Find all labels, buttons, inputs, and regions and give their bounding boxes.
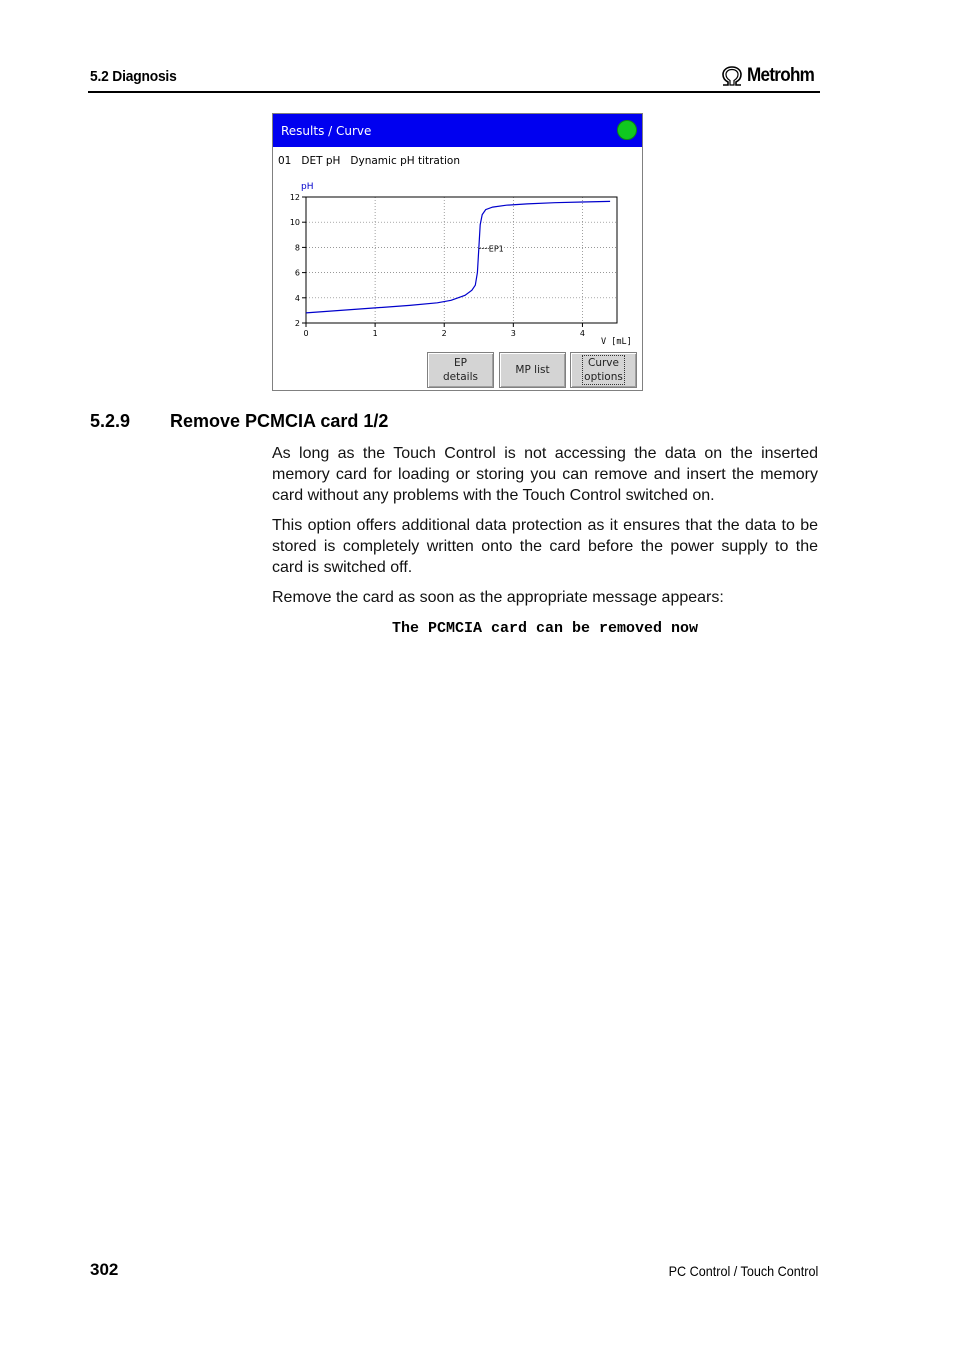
section-number: 5.2.9 [90,411,131,431]
x-tick-label: 1 [372,329,378,338]
x-tick-label: 4 [579,329,585,338]
ph-curve-series-line [306,201,610,313]
curve-options-label: Curve options [584,357,623,383]
x-tick-label: 3 [510,329,516,338]
curve-options-button[interactable] [570,352,637,388]
running-header-section: 5.2 Diagnosis [90,68,177,85]
x-axis-label: V [mL] [601,337,632,347]
paragraph-1: As long as the Touch Control is not accessing the data on the inserted memory card for loading or storing you can remove and insert the memory card without any problems with the Touch Control switched on. [272,445,818,504]
status-indicator-icon [617,120,637,140]
section-title: Remove PCMCIA card 1/2 [170,411,389,431]
y-tick-label: 12 [289,193,300,202]
ep1-label: EP1 [488,244,504,254]
x-tick-label: 2 [441,329,447,338]
y-tick-label: 10 [289,218,300,228]
metrohm-omega-icon [720,65,744,87]
titration-curve-chart [273,174,642,349]
header-rule [88,91,820,93]
x-axis-ticks [303,323,585,338]
paragraph-2: This option offers additional data protection as it ensures that the data to be stored is completely written onto the card before the power supply to the card is switched off. [272,517,818,576]
screen-titlebar [273,114,642,147]
method-line: 01 DET pH Dynamic pH titration [278,155,460,167]
page-number: 302 [90,1260,119,1279]
display-message: The PCMCIA card can be removed now [391,620,699,637]
mp-list-button[interactable] [499,352,566,388]
y-axis-label: pH [301,182,314,192]
brand-name: Metrohm [747,65,815,86]
screen-title: Results / Curve [281,124,372,138]
y-tick-label: 4 [294,293,300,303]
metrohm-logo [720,64,822,88]
x-tick-label: 0 [303,329,309,338]
chart-grid [306,197,617,323]
ep-details-label: EP details [443,357,478,383]
plot-frame [306,197,617,323]
paragraph-3: Remove the card as soon as the appropriate message appears: [272,589,724,606]
mp-list-label: MP list [515,364,550,376]
y-tick-label: 6 [294,268,300,278]
y-tick-label: 8 [294,243,300,253]
ep-details-button[interactable] [427,352,494,388]
touch-control-screenshot [272,113,643,391]
footer-product: PC Control / Touch Control [668,1263,818,1279]
y-tick-label: 2 [294,319,300,328]
y-axis-ticks [290,193,306,328]
